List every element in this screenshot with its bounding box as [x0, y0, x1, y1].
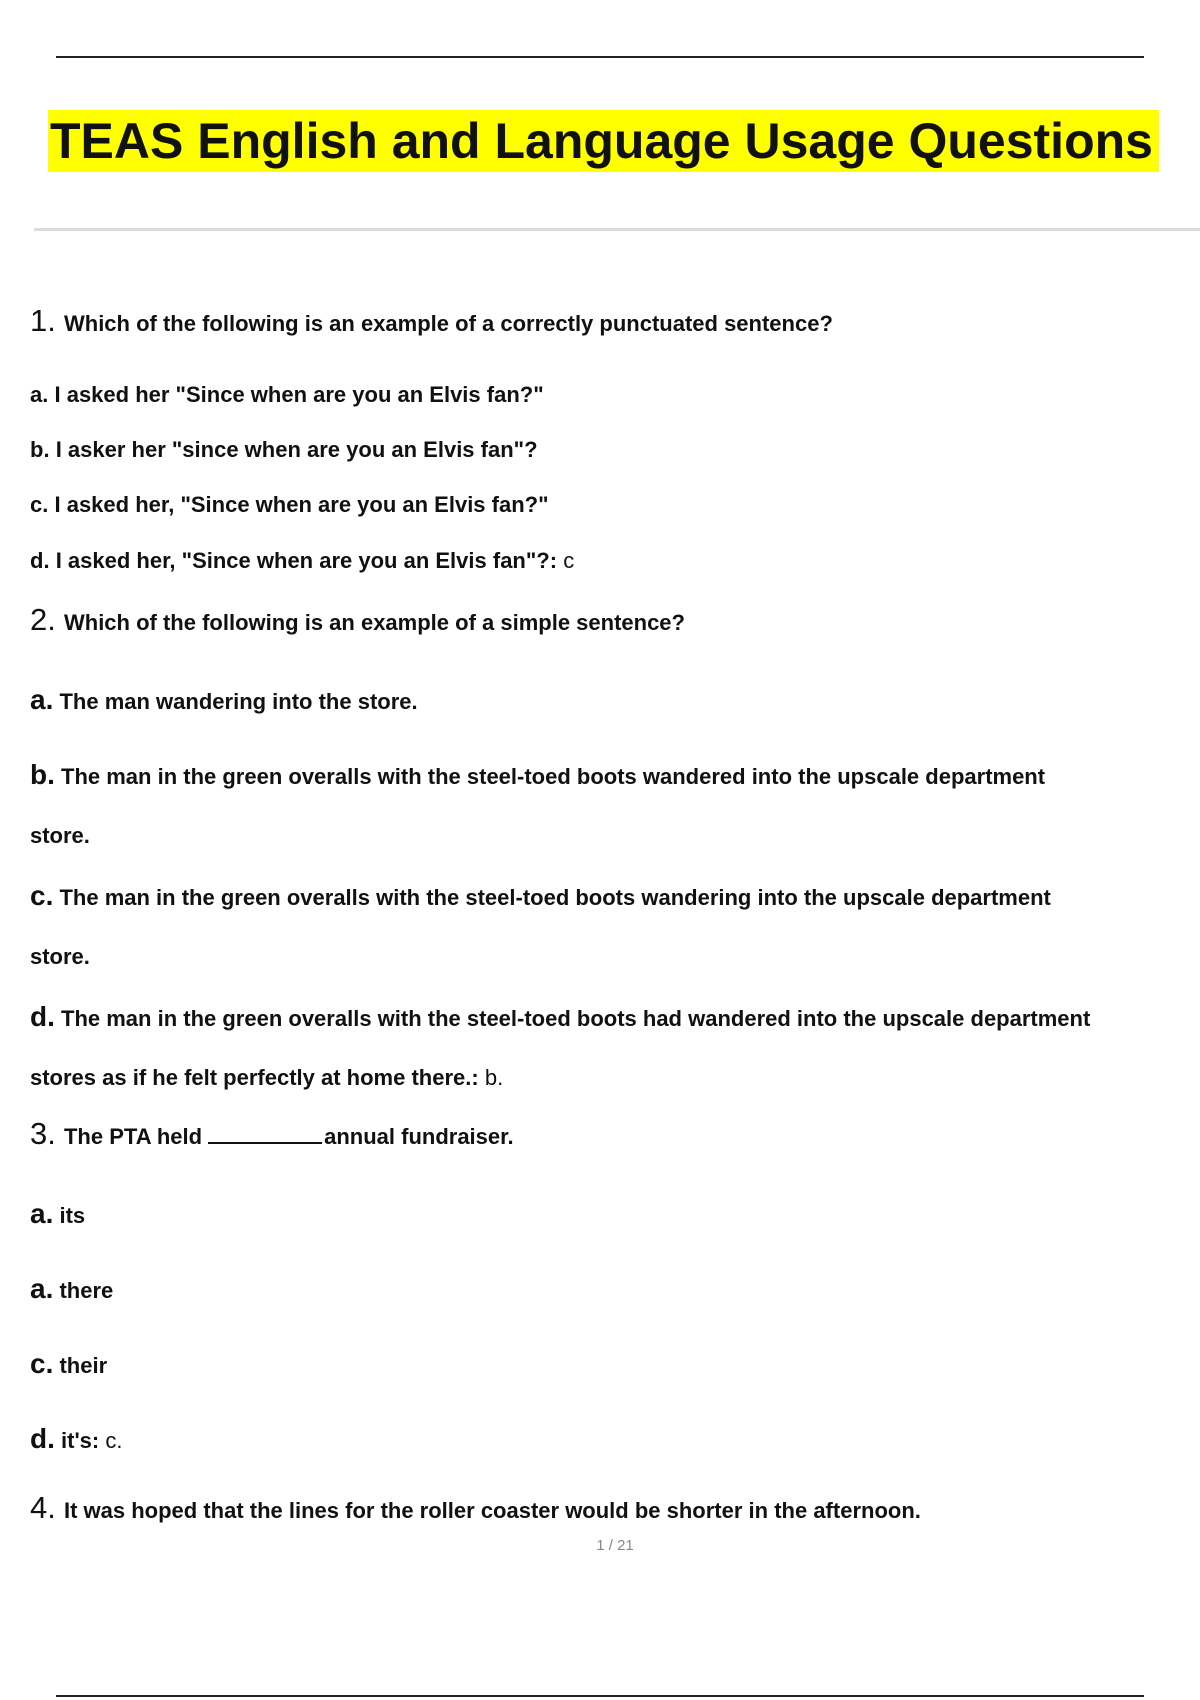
option-text-continued: store. [30, 823, 90, 848]
option-text: I asked her, "Since when are you an Elvis fan?" [54, 492, 549, 517]
option-text-continued: store. [30, 944, 90, 969]
option-label: a. [30, 382, 49, 407]
option-label: b. [30, 437, 50, 462]
option-text: The man wandering into the store. [59, 689, 418, 714]
option-1b [30, 437, 538, 463]
question-text-before: The PTA held [63, 1124, 203, 1149]
option-text: their [59, 1353, 108, 1378]
option-2d [30, 1001, 1090, 1033]
option-text: The man in the green overalls with the steel-toed boots wandered into the upscale department [61, 764, 1046, 789]
option-label: d. [30, 548, 50, 573]
question-3 [30, 1116, 514, 1152]
option-text: I asker her "since when are you an Elvis fan"? [55, 437, 538, 462]
question-2 [30, 602, 685, 638]
option-text: I asked her "Since when are you an Elvis fan?" [54, 382, 544, 407]
option-3b [30, 1273, 113, 1305]
question-text: Which of the following is an example of a simple sentence? [63, 610, 685, 635]
option-label: a. [30, 1198, 54, 1229]
option-text: its [59, 1203, 86, 1228]
option-text: The man in the green overalls with the steel-toed boots wandering into the upscale department [59, 885, 1051, 910]
option-text: I asked her, "Since when are you an Elvis fan"?: [55, 548, 558, 573]
option-label: a. [30, 684, 54, 715]
option-label: b. [30, 759, 55, 790]
question-number: 3. [30, 1116, 56, 1151]
option-1a [30, 382, 544, 408]
bottom-rule [56, 1695, 1144, 1697]
option-2b [30, 759, 1045, 791]
top-rule [56, 56, 1144, 58]
option-3d [30, 1423, 123, 1455]
question-number: 4. [30, 1490, 56, 1525]
option-2a [30, 684, 418, 716]
option-label: c. [30, 492, 49, 517]
option-label: c. [30, 880, 54, 911]
option-label: a. [30, 1273, 54, 1304]
question-text: It was hoped that the lines for the roller coaster would be shorter in the afternoon. [63, 1498, 921, 1523]
option-1d [30, 548, 574, 574]
option-label: d. [30, 1423, 55, 1454]
option-1c [30, 492, 549, 518]
answer-key: c. [105, 1428, 123, 1453]
page-indicator: 1 / 21 [596, 1537, 634, 1554]
question-1 [30, 303, 833, 339]
question-text: Which of the following is an example of a correctly punctuated sentence? [63, 311, 833, 336]
option-2b-continued [30, 823, 90, 849]
option-text-continued: stores as if he felt perfectly at home there.: [30, 1065, 479, 1090]
option-2c [30, 880, 1051, 912]
question-4 [30, 1490, 921, 1526]
question-number: 2. [30, 602, 56, 637]
option-3a [30, 1198, 85, 1230]
answer-key: c [563, 548, 575, 573]
question-text-after: annual fundraiser. [324, 1124, 514, 1149]
option-2c-continued [30, 944, 90, 970]
option-label: d. [30, 1001, 55, 1032]
option-text: The man in the green overalls with the steel-toed boots had wandered into the upscale department [61, 1006, 1091, 1031]
title-block [48, 110, 1159, 172]
question-number: 1. [30, 303, 56, 338]
fill-in-blank [208, 1122, 322, 1144]
option-text: it's: [61, 1428, 100, 1453]
option-label: c. [30, 1348, 54, 1379]
document-title: TEAS English and Language Usage Questions [48, 110, 1159, 172]
option-2d-continued [30, 1065, 503, 1091]
option-3c [30, 1348, 107, 1380]
option-text: there [59, 1278, 114, 1303]
title-separator [34, 228, 1200, 231]
answer-key: b. [484, 1065, 504, 1090]
